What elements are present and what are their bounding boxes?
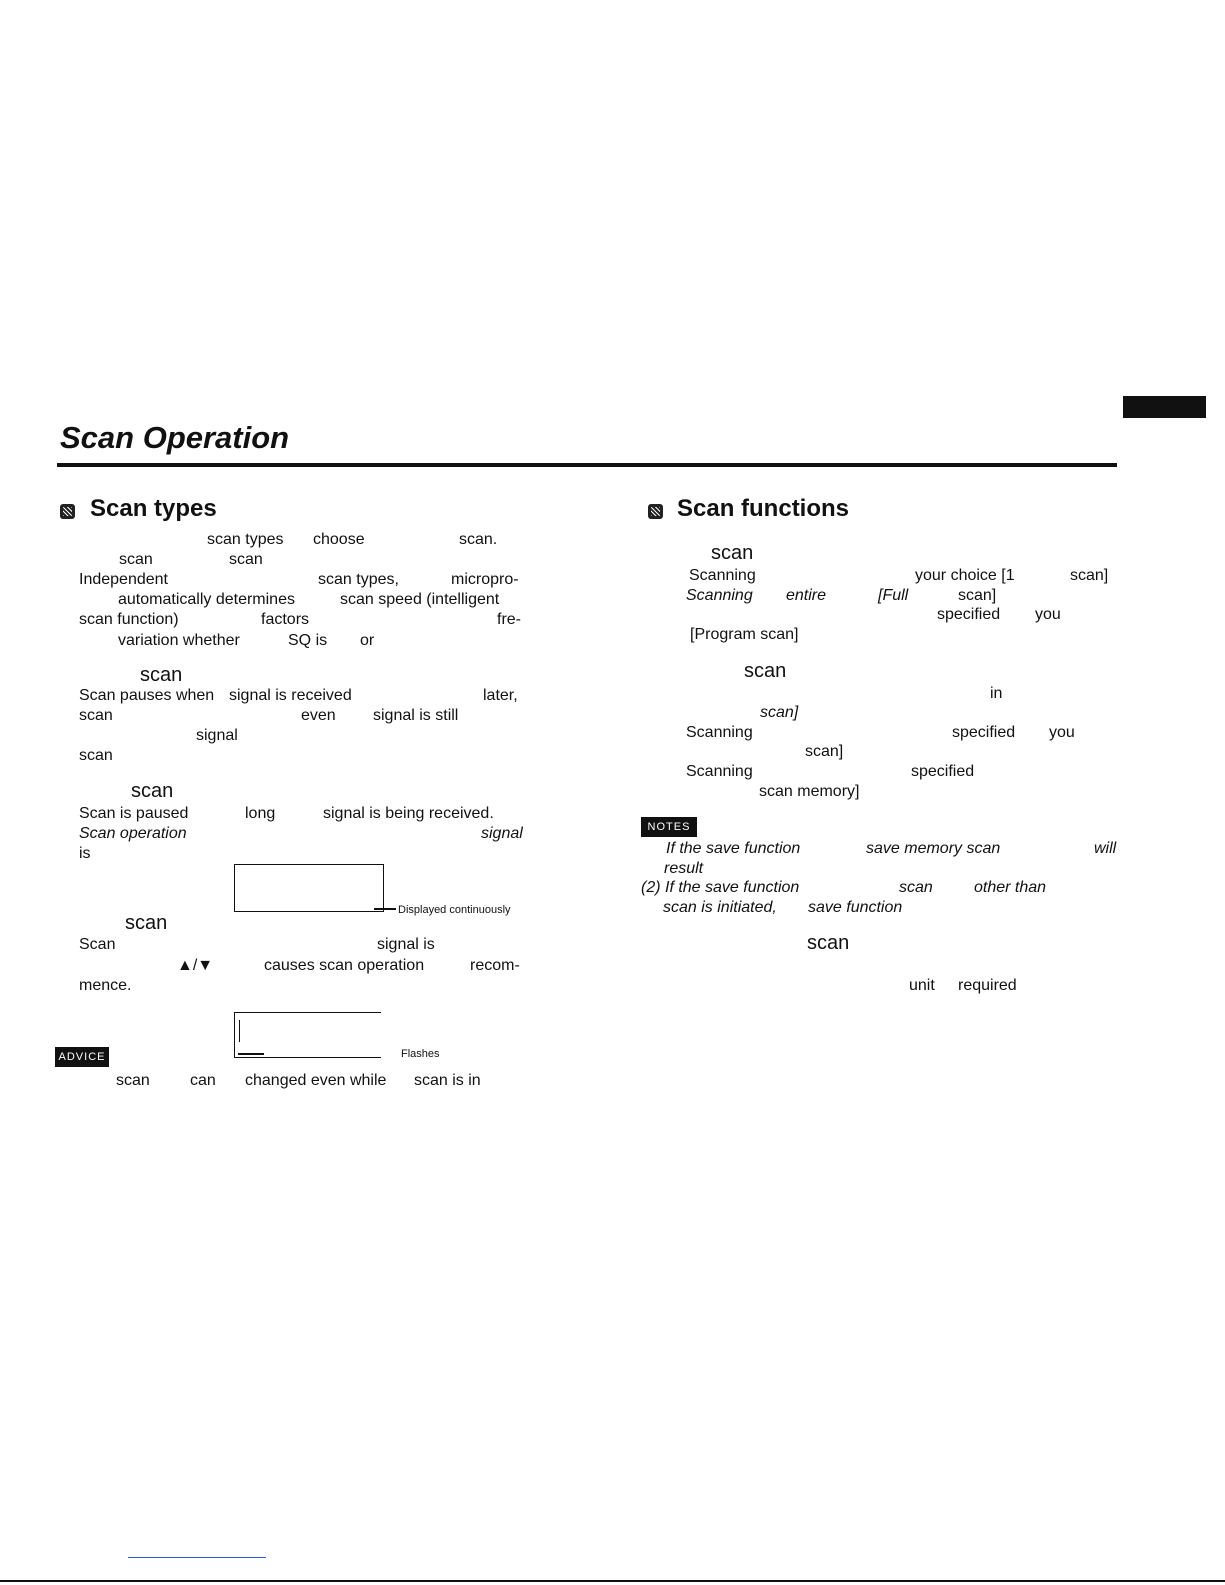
right-subheading-3: scan [807,932,850,954]
right-text: scan [899,879,933,896]
left-text: automatically determines [118,591,295,608]
right-text: required [958,977,1017,994]
right-text: Scanning [689,567,756,584]
left-text: signal is [377,936,435,953]
left-text: scan. [459,531,498,548]
right-text: will [1094,840,1117,857]
right-subheading-2: scan [744,660,787,682]
right-text: specified [911,763,975,780]
display-inner-line [239,1020,240,1042]
left-text: Scan operation [79,825,187,842]
left-subheading-2: scan [131,780,174,802]
left-text: Scan [79,936,116,953]
left-text: signal is still [373,707,459,724]
right-text: your choice [1 [915,567,1015,584]
display-label-flashes: Flashes [401,1048,440,1060]
left-text: long [245,805,276,822]
left-text: scan [79,747,113,764]
left-text: scan speed (intelligent [340,591,500,608]
left-text: or [360,632,375,649]
scan-functions-icon [648,504,663,519]
notes-badge: NOTES [641,817,697,837]
advice-badge: ADVICE [55,1047,109,1067]
right-text: scan] [1070,567,1109,584]
right-text: [Program scan] [690,626,799,643]
scan-types-icon [60,504,75,519]
lcd-display-continuous [234,864,384,912]
right-text: If the save function [666,840,801,857]
right-text: (2) If the save function [641,879,800,896]
right-text: scan] [805,743,844,760]
header-rule [57,463,1117,467]
left-text: Scan pauses when [79,687,215,704]
right-heading: Scan functions [677,495,850,522]
right-subheading-1: scan [711,542,754,564]
display-label-continuous: Displayed continuously [398,904,511,916]
left-text: can [190,1072,216,1089]
left-text: recom- [470,957,520,974]
pointer-arrow [238,1053,264,1055]
right-text: unit [909,977,935,994]
left-text: later, [483,687,518,704]
left-heading: Scan types [90,495,217,522]
left-text: scan [119,551,153,568]
bottom-rule [0,1580,1225,1582]
right-text: result [664,860,704,877]
left-text: SQ is [288,632,328,649]
right-text: specified [937,606,1001,623]
right-text: save memory scan [866,840,1001,857]
right-text: entire [786,587,827,604]
left-text: scan is in [414,1072,481,1089]
right-text: you [1049,724,1075,741]
right-text: in [990,685,1003,702]
left-subheading-3: scan [125,912,168,934]
left-text: Independent [79,571,168,588]
right-text: Scanning [686,763,753,780]
right-text: other than [974,879,1047,896]
left-text: scan function) [79,611,179,628]
left-text: Scan is paused [79,805,189,822]
page-title: Scan Operation [60,420,290,455]
left-text: signal is being received. [323,805,494,822]
left-text: signal [196,727,238,744]
left-text: causes scan operation [264,957,425,974]
page-tab-marker [1123,396,1206,418]
right-text: [Full [878,587,909,604]
left-text: factors [261,611,310,628]
left-text: fre- [497,611,521,628]
left-text: signal [481,825,523,842]
left-text: signal is received [229,687,352,704]
pointer-arrow [374,908,396,910]
left-text: scan [116,1072,150,1089]
right-text: Scanning [686,724,753,741]
left-text: scan types, [318,571,399,588]
lcd-display-flashing [234,1012,381,1058]
left-text: scan types [207,531,284,548]
left-text: variation whether [118,632,240,649]
right-text: scan] [760,704,799,721]
left-text: even [301,707,336,724]
left-text: mence. [79,977,132,994]
left-text: changed even while [245,1072,387,1089]
right-text: scan] [958,587,997,604]
right-text: Scanning [686,587,753,604]
arrow-keys-symbol: ▲/▼ [177,957,214,974]
left-text: scan [79,707,113,724]
right-text: specified [952,724,1016,741]
right-text: you [1035,606,1061,623]
right-text: save function [808,899,903,916]
left-text: scan [229,551,263,568]
left-subheading-1: scan [140,664,183,686]
left-text: choose [313,531,365,548]
right-text: scan memory] [759,783,860,800]
right-text: scan is initiated, [663,899,777,916]
left-text: is [79,845,91,862]
left-text: micropro- [451,571,519,588]
bottom-link-line [128,1557,266,1558]
